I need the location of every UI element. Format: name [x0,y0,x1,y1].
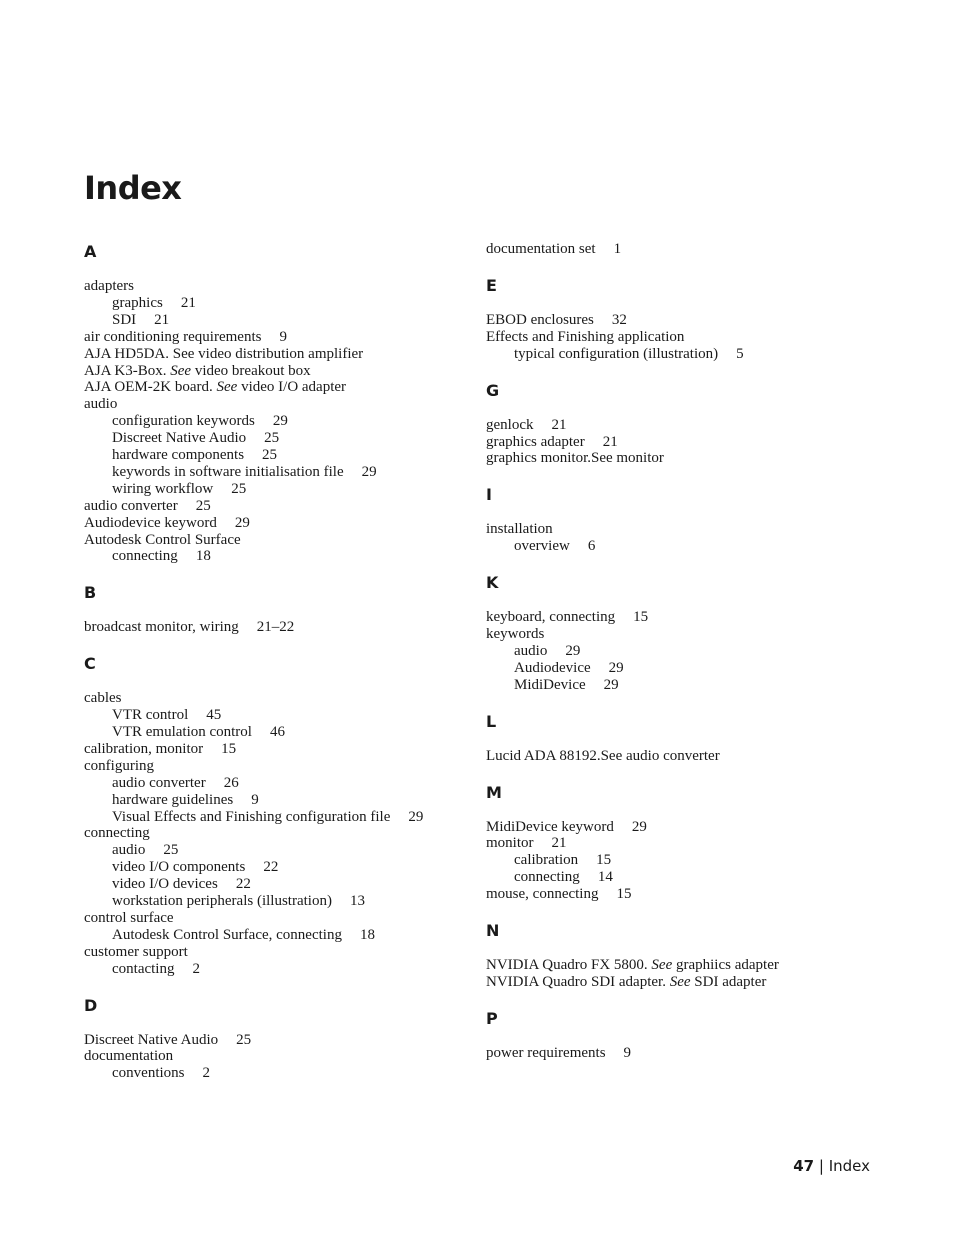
index-term: Audiodevice [514,659,591,676]
index-term: wiring workflow [112,480,214,497]
index-entry [84,515,250,532]
index-term: NVIDIA Quadro SDI adapter. [486,973,666,990]
index-entry [486,974,766,991]
index-entry [84,498,211,515]
page-reference: 21–22 [256,619,295,636]
index-entry [486,1045,631,1062]
index-letter-heading: K [486,573,499,593]
index-term: documentation set [486,241,596,257]
index-entry [84,910,174,927]
index-entry [84,619,294,636]
index-term: Autodesk Control Surface [84,531,241,548]
index-entry [84,1048,173,1065]
page-reference: 26 [223,774,239,791]
page-reference: 25 [231,480,247,497]
index-entry [486,835,567,852]
index-term: graphics monitor.See monitor [486,450,664,467]
page-reference: 18 [195,548,211,565]
index-term: video I/O components [112,859,246,876]
index-subentry [486,660,624,677]
index-term: cables [84,690,122,707]
index-entry [486,434,618,451]
index-term: documentation [84,1048,174,1065]
index-term: audio converter [112,774,206,791]
page-number: 47 [793,1157,815,1175]
index-subentry [84,809,423,826]
page-reference: 29 [361,463,377,480]
index-entry [84,363,311,380]
page-reference: 1 [613,241,622,257]
index-entry [486,748,720,765]
page-reference: 9 [251,791,259,808]
footer-separator: | [818,1157,824,1175]
page-reference: 15 [633,609,649,626]
index-term: VTR emulation control [112,724,252,740]
index-letter-heading: G [486,380,500,400]
page-reference: 29 [631,818,647,835]
index-term: typical configuration (illustration) [514,345,719,362]
index-letter-heading: C [84,654,96,674]
page-reference: 22 [263,859,279,876]
page-reference: 32 [611,311,627,328]
see-reference-label: See [216,379,238,396]
footer-section-name: Index [828,1157,870,1175]
index-term: VTR control [112,707,189,724]
index-term: hardware guidelines [112,791,234,808]
index-term: graphics adapter [486,433,585,450]
page-reference: 46 [269,724,285,740]
index-subentry [84,775,239,792]
index-term: SDI [112,311,137,328]
index-term: calibration [514,852,579,869]
page-footer [793,1156,870,1176]
index-term: Lucid ADA 88192.See audio converter [486,747,720,764]
index-term: Autodesk Control Surface, connecting [112,926,342,943]
index-term: graphics [112,294,163,311]
index-term: genlock [486,416,534,433]
index-term: audio [514,642,548,659]
index-term: keywords in software initialisation file [112,463,344,480]
index-letter-heading: E [486,275,497,295]
index-subentry [84,413,288,430]
index-entry [84,825,150,842]
index-term: overview [514,538,570,555]
page-title: Index [84,169,182,207]
index-term: customer support [84,943,188,960]
index-subentry [84,1065,210,1082]
index-term: AJA K3-Box. [84,362,167,379]
index-term: Discreet Native Audio [112,430,247,447]
index-term: mouse, connecting [486,886,599,903]
page-reference: 29 [408,808,424,825]
index-subentry [486,643,580,660]
see-reference-label: See [170,362,192,379]
index-term: keyboard, connecting [486,609,616,626]
index-term: connecting [514,869,580,886]
page-reference: 29 [272,413,288,430]
index-term: hardware components [112,447,245,463]
see-reference-label: See [651,957,673,973]
index-term: connecting [112,548,178,565]
index-subentry [84,927,375,944]
page-reference: 29 [608,659,624,676]
index-subentry [84,464,377,481]
index-letter-heading: P [486,1008,498,1028]
see-reference-target: video breakout box [194,362,311,379]
page-reference: 29 [234,514,250,531]
index-entry [486,819,647,836]
index-subentry [84,312,169,329]
index-term: Discreet Native Audio [84,1031,219,1048]
page-reference: 29 [565,642,581,659]
page-reference: 25 [262,447,278,463]
index-subentry [84,859,278,876]
index-entry [84,758,154,775]
index-term: connecting [84,825,150,842]
index-term: configuring [84,757,154,774]
index-entry [84,396,117,413]
page-reference: 21 [180,294,196,311]
index-term: AJA HD5DA. See video distribution amplifier [84,345,364,362]
index-entry [84,278,134,295]
index-subentry [84,961,200,978]
index-term: Audiodevice keyword [84,514,217,531]
index-letter-heading: I [486,485,492,505]
index-subentry [486,346,744,363]
index-entry [486,329,684,346]
index-subentry [84,430,279,447]
index-term: contacting [112,960,175,977]
page-reference: 21 [551,835,567,852]
index-term: monitor [486,835,534,852]
index-entry [486,626,544,643]
page-reference: 9 [279,328,287,345]
index-term: air conditioning requirements [84,328,262,345]
index-entry [84,329,287,346]
index-subentry [84,724,285,741]
index-entry [84,346,363,363]
page-reference: 21 [154,311,170,328]
index-term: power requirements [486,1044,606,1061]
index-term: calibration, monitor [84,740,204,757]
page-reference: 29 [603,676,619,693]
see-reference-target: video I/O adapter [241,379,347,396]
index-subentry [84,792,259,809]
index-term: audio [84,396,118,413]
index-term: video I/O devices [112,876,218,893]
see-reference-label: See [669,973,691,990]
page-reference: 25 [264,430,280,447]
page-reference: 15 [616,886,632,903]
index-subentry [84,842,178,859]
page-reference: 14 [597,869,613,886]
index-entry [486,417,566,434]
index-term: Effects and Finishing application [486,328,685,345]
index-entry [486,450,664,467]
see-reference-target: SDI adapter [694,973,767,990]
index-subentry [84,876,251,893]
index-subentry [84,481,246,498]
index-letter-heading: D [84,995,98,1015]
index-term: MidiDevice keyword [486,818,614,835]
index-subentry [84,548,211,565]
index-entry [84,741,236,758]
index-term: conventions [112,1065,185,1082]
index-term: audio converter [84,497,178,514]
page-reference: 18 [359,926,375,943]
page-reference: 6 [587,538,596,555]
page-reference: 9 [623,1044,632,1061]
index-entry [486,241,621,258]
index-entry [84,944,188,961]
page-reference: 45 [206,707,222,724]
page-reference: 25 [163,842,179,859]
index-entry [486,957,779,974]
page-reference: 25 [236,1031,252,1048]
index-term: EBOD enclosures [486,311,594,328]
index-term: keywords [486,626,545,642]
index-letter-heading: N [486,921,500,940]
index-entry [486,609,648,626]
index-term: audio [112,842,146,859]
index-term: installation [486,521,553,538]
index-entry [84,532,241,549]
page-reference: 25 [195,497,211,514]
index-entry [486,521,553,538]
index-subentry [486,852,611,869]
index-subentry [486,538,595,555]
index-term: control surface [84,909,174,926]
page-reference: 13 [349,893,365,909]
index-letter-heading: B [84,583,97,603]
index-entry [84,690,121,707]
index-term: Visual Effects and Finishing configuration file [112,808,391,825]
index-term: broadcast monitor, wiring [84,619,239,636]
page-reference: 21 [602,433,618,450]
index-subentry [486,869,613,886]
see-reference-target: graphiics adapter [675,957,779,973]
page-reference: 5 [736,345,744,362]
page-reference: 2 [192,960,200,977]
index-entry [486,886,631,903]
index-letter-heading: A [84,242,97,261]
index-term: configuration keywords [112,413,255,430]
index-term: NVIDIA Quadro FX 5800. [486,957,648,973]
index-letter-heading: M [486,782,502,802]
index-subentry [84,447,277,464]
index-term: workstation peripherals (illustration) [112,893,332,909]
index-term: AJA OEM-2K board. [84,379,213,396]
page-reference: 15 [596,852,612,869]
page-reference: 15 [221,740,237,757]
index-term: adapters [84,278,134,294]
index-entry [84,379,346,396]
index-entry [84,1032,251,1049]
page-reference: 22 [235,876,251,893]
page-reference: 2 [202,1065,210,1082]
index-subentry [84,893,365,910]
index-letter-heading: L [486,711,497,731]
index-term: MidiDevice [514,676,586,693]
page-reference: 21 [551,416,567,433]
index-subentry [84,707,221,724]
index-subentry [84,295,196,312]
index-entry [486,312,627,329]
index-subentry [486,677,619,694]
